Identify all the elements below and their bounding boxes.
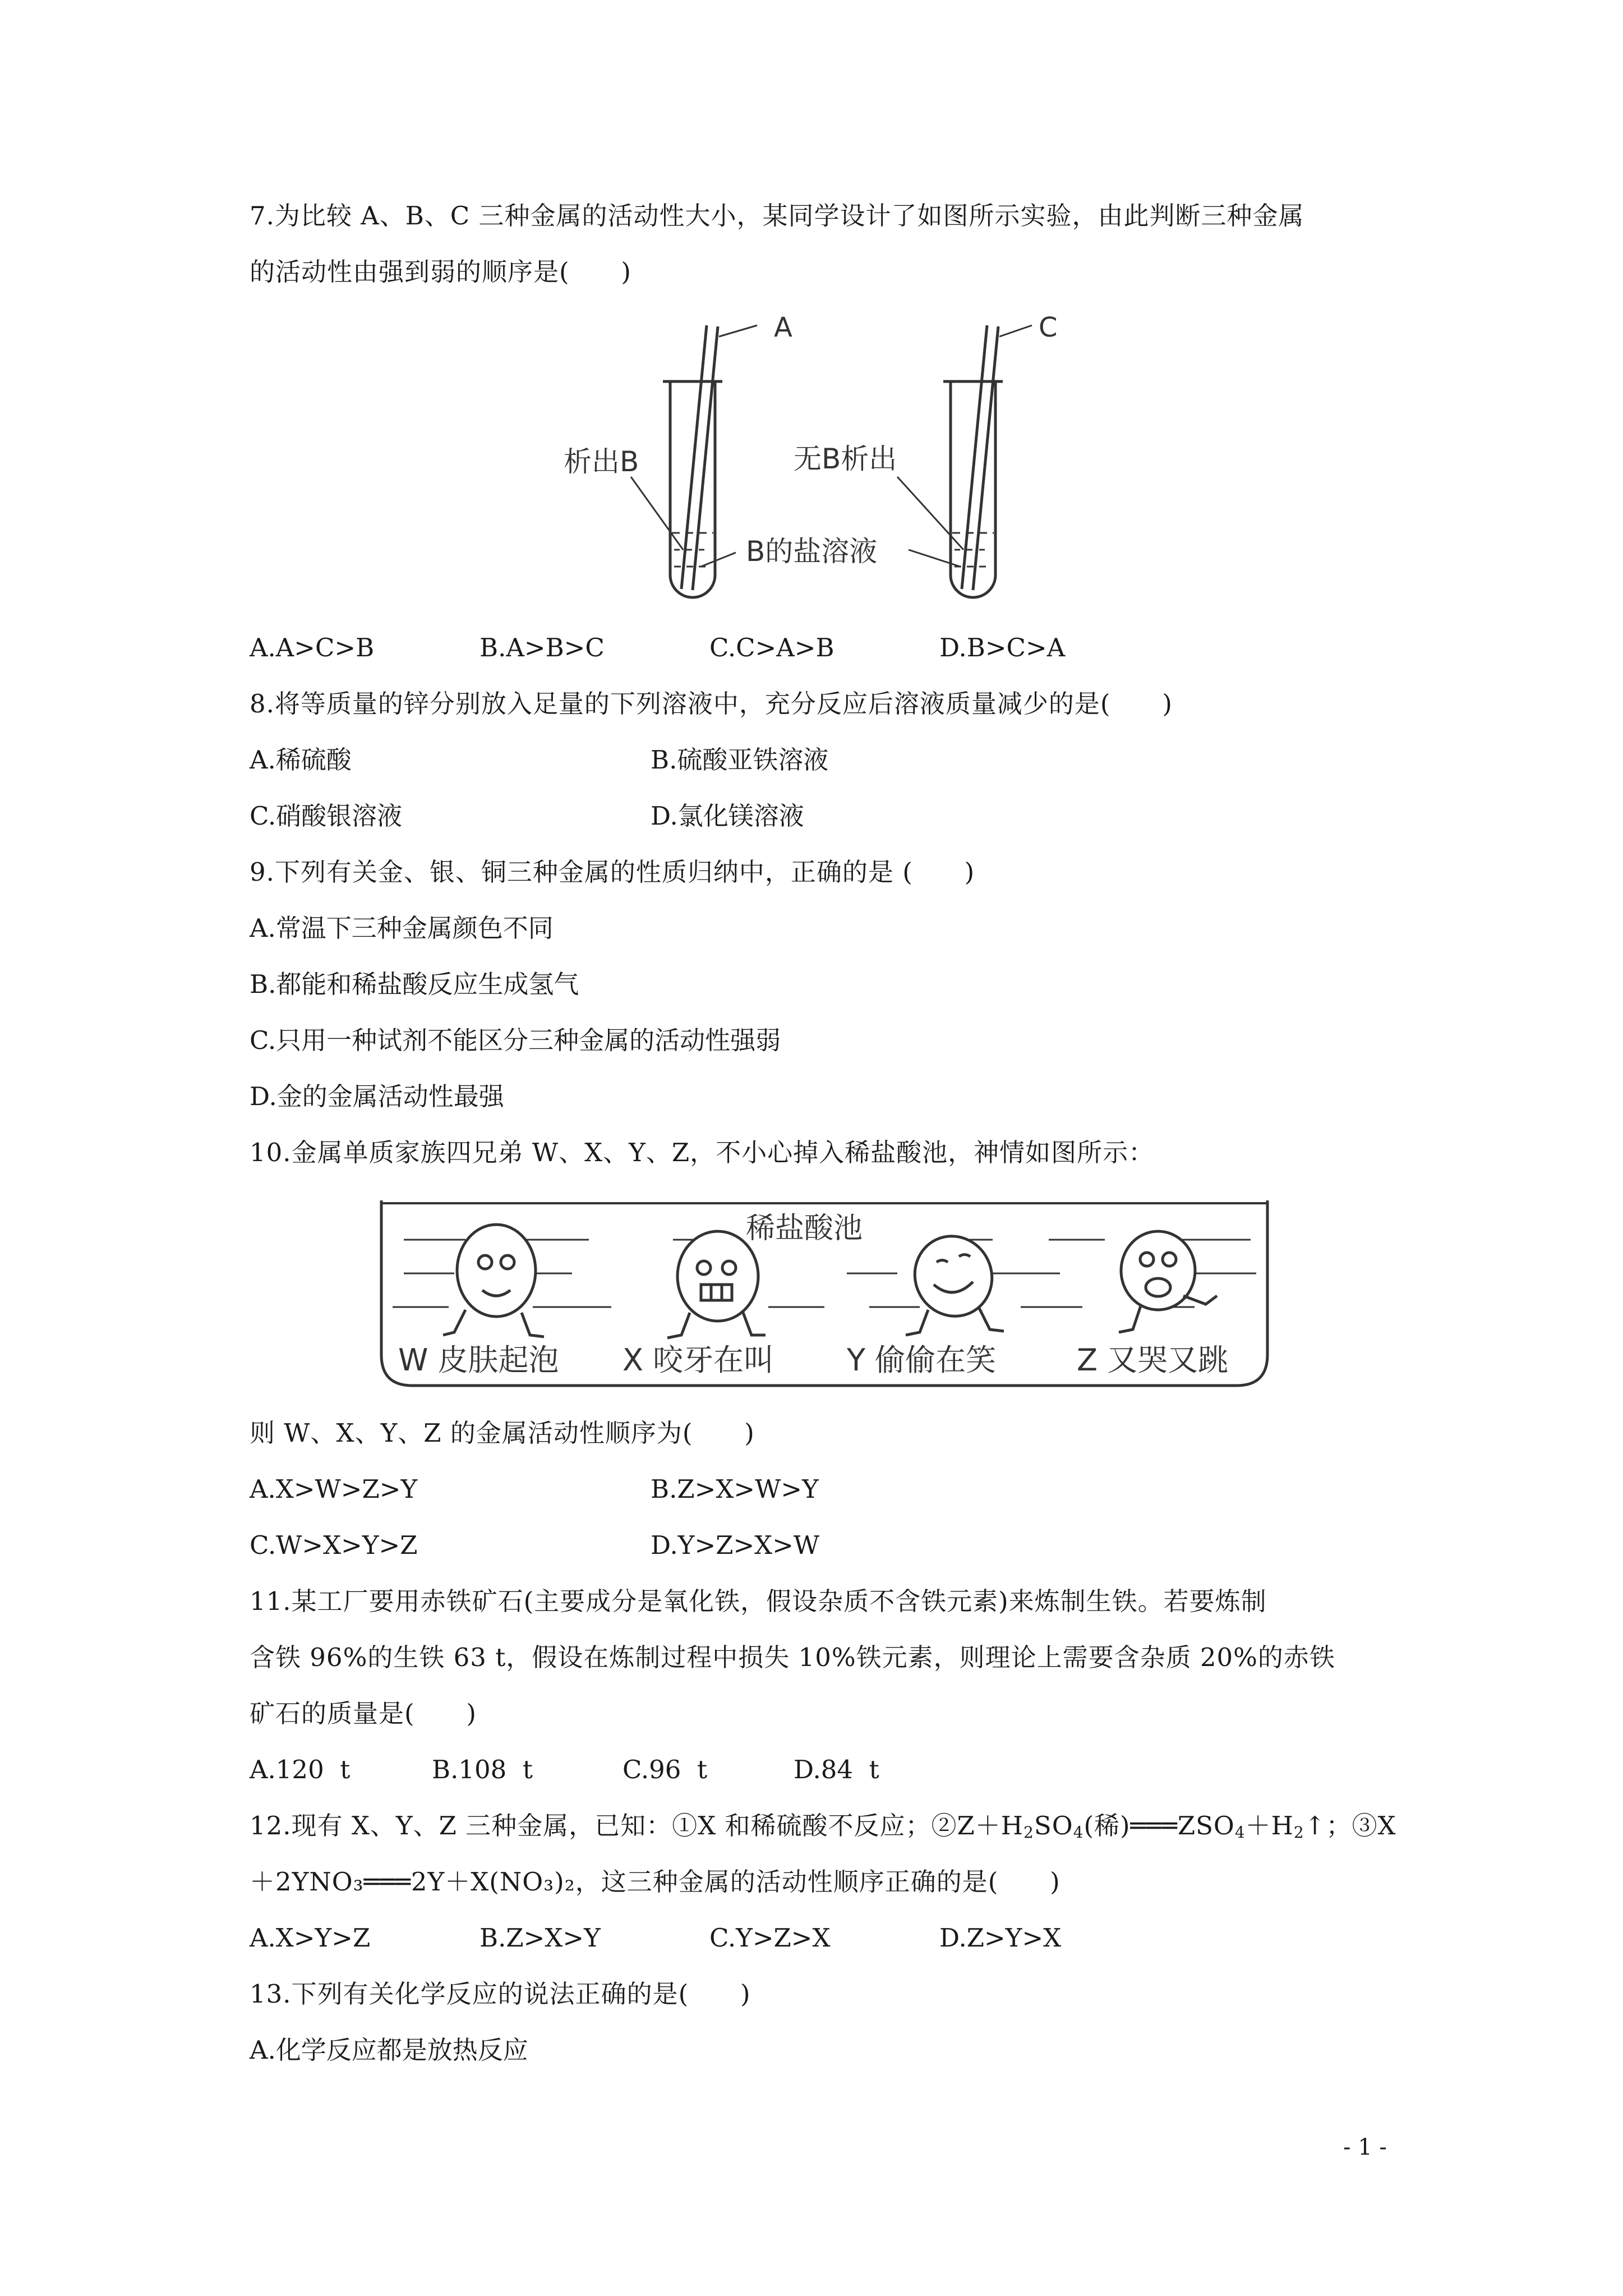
q10-option-d[interactable]: D.Y>Z>X>W [651,1530,820,1560]
q7-option-c[interactable]: C.C>A>B [709,633,834,662]
q10-question: 则 W、X、Y、Z 的金属活动性顺序为( ) [250,1418,755,1448]
no-precipitate-note: 无B析出 [794,443,897,475]
q9-stem: 9.下列有关金、银、铜三种金属的性质归纳中，正确的是 ( ) [250,857,975,887]
q11-option-d[interactable]: D.84 t [794,1755,879,1784]
caption-y: Y 偷偷在笑 [847,1342,997,1378]
q9-option-b[interactable]: B.都能和稀盐酸反应生成氢气 [250,969,579,999]
pool-label: 稀盐酸池 [746,1212,863,1245]
q9-option-c[interactable]: C.只用一种试剂不能区分三种金属的活动性强弱 [250,1025,781,1055]
caption-w: W 皮肤起泡 [398,1342,559,1378]
page-number: - 1 - [1343,2134,1387,2160]
q9-option-a[interactable]: A.常温下三种金属颜色不同 [250,913,554,943]
q12-option-c[interactable]: C.Y>Z>X [709,1923,831,1953]
q12-option-a[interactable]: A.X>Y>Z [250,1923,371,1953]
q7-stem-line1: 7.为比较 A、B、C 三种金属的活动性大小，某同学设计了如图所示实验，由此判断三种金属 [250,201,1304,231]
q7-stem-line2: 的活动性由强到弱的顺序是( ) [250,257,631,287]
q11-stem-line2: 含铁 96%的生铁 63 t，假设在炼制过程中损失 10%铁元素，则理论上需要含杂质 20%的赤铁 [250,1642,1335,1672]
rod-c-label: C [1039,312,1058,343]
q8-stem: 8.将等质量的锌分别放入足量的下列溶液中，充分反应后溶液质量减少的是( ) [250,689,1173,719]
q8-option-d[interactable]: D.氯化镁溶液 [651,801,804,831]
q13-option-a[interactable]: A.化学反应都是放热反应 [250,2035,528,2065]
q10-option-b[interactable]: B.Z>X>W>Y [651,1474,819,1504]
q11-option-c[interactable]: C.96 t [623,1755,708,1784]
caption-x: X 咬牙在叫 [623,1342,774,1378]
solution-label: B的盐溶液 [746,535,878,568]
q11-stem-line3: 矿石的质量是( ) [250,1699,477,1728]
q10-acid-pool-figure [376,1192,1273,1394]
precipitate-note: 析出B [564,445,639,478]
q12-option-d[interactable]: D.Z>Y>X [939,1923,1062,1953]
caption-z: Z 又哭又跳 [1077,1342,1229,1378]
q10-option-a[interactable]: A.X>W>Z>Y [250,1474,418,1504]
q11-stem-line1: 11.某工厂要用赤铁矿石(主要成分是氧化铁，假设杂质不含铁元素)来炼制生铁。若要炼制 [250,1586,1267,1616]
q7-option-d[interactable]: D.B>C>A [939,633,1066,662]
q12-option-b[interactable]: B.Z>X>Y [479,1923,601,1953]
q10-option-c[interactable]: C.W>X>Y>Z [250,1530,418,1560]
q12-stem-line1: 12.现有 X、Y、Z 三种金属，已知：①X 和稀硫酸不反应；$②Z+H_2SO_4$(稀)$═══ZSO_4+H_2↑$；③X [250,1811,1396,1842]
q9-option-d[interactable]: D.金的金属活动性最强 [250,1082,504,1111]
q7-option-a[interactable]: A.A>C>B [250,633,375,662]
q12-stem-line2: ＋2YNO₃═══2Y＋X(NO₃)₂，这三种金属的活动性顺序正确的是( ) [250,1867,1061,1897]
q11-option-b[interactable]: B.108 t [432,1755,533,1784]
q10-stem: 10.金属单质家族四兄弟 W、X、Y、Z，不小心掉入稀盐酸池，神情如图所示： [250,1138,1155,1167]
q8-option-b[interactable]: B.硫酸亚铁溶液 [651,745,829,775]
q13-stem: 13.下列有关化学反应的说法正确的是( ) [250,1979,751,2009]
q11-option-a[interactable]: A.120 t [250,1755,351,1784]
q8-option-a[interactable]: A.稀硫酸 [250,745,352,775]
q8-option-c[interactable]: C.硝酸银溶液 [250,801,403,831]
rod-a-label: A [774,312,792,343]
q7-test-tube-figure [538,309,1077,606]
q7-option-b[interactable]: B.A>B>C [479,633,605,662]
